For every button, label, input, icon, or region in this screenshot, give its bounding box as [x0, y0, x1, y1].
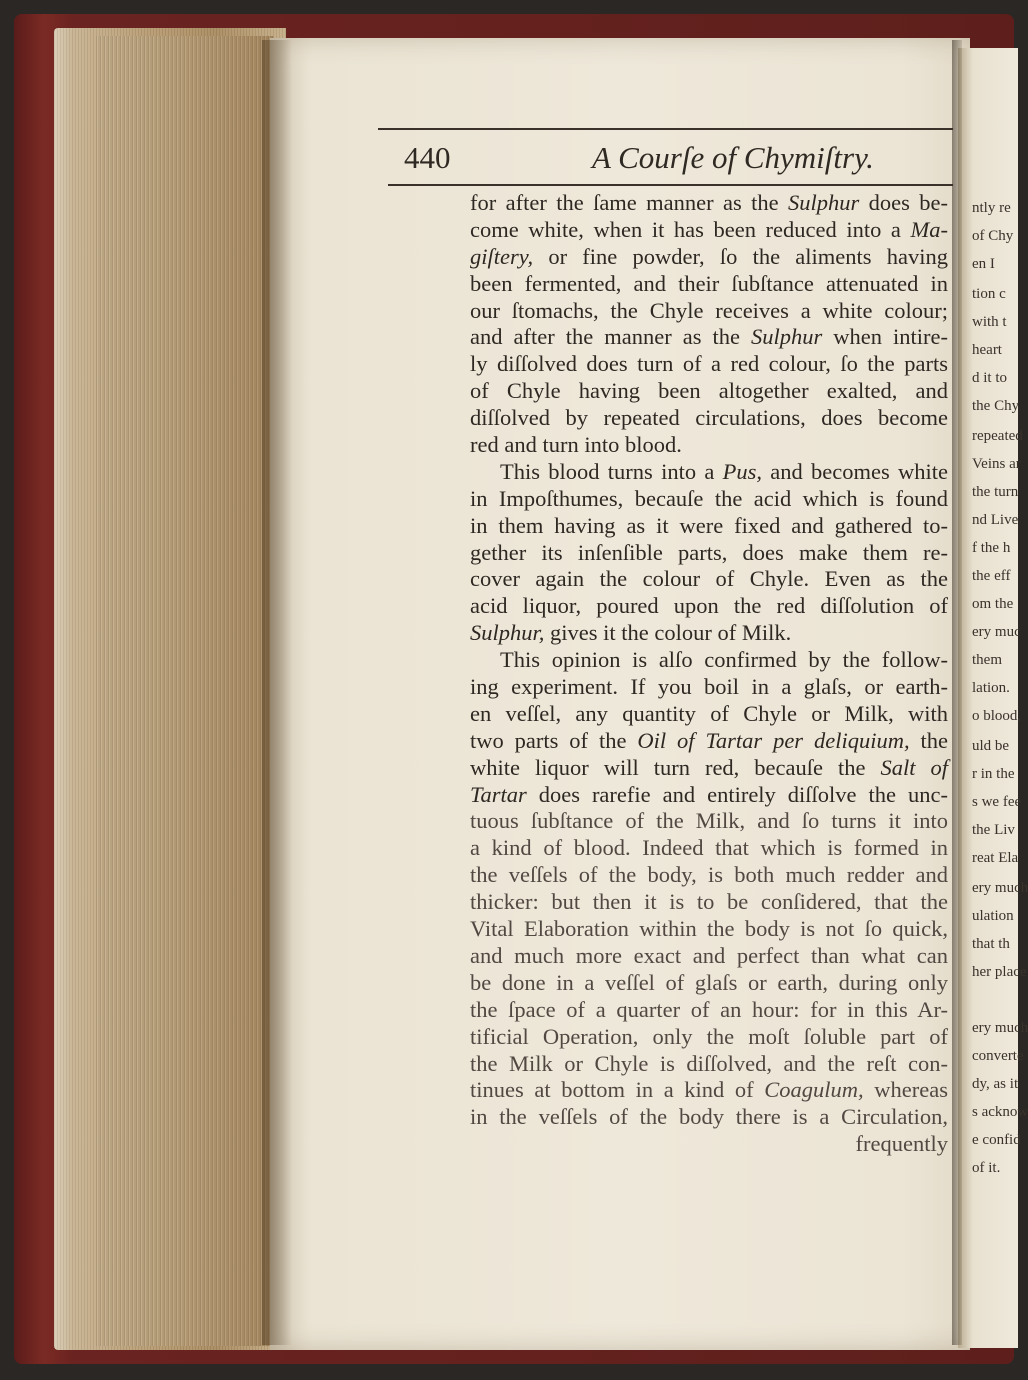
text-segment: of Chyle having been altogether exalted, and	[470, 378, 948, 404]
text-segment: whereas	[863, 1077, 948, 1103]
facing-page-line: ery muc	[972, 624, 1021, 640]
italic-text: Salt of	[880, 754, 948, 780]
text-segment: ing experiment. If you boil in a glaſs, or earth-	[470, 674, 948, 700]
text-line	[470, 459, 948, 486]
facing-page-line: the eff	[972, 568, 1011, 584]
facing-page-line: f the h	[972, 540, 1011, 556]
facing-page-line: that th	[972, 936, 1010, 952]
facing-page-line: heart	[972, 342, 1002, 358]
text-segment: ly diſſolved does turn of a red colour, ſo the parts	[470, 351, 948, 377]
facing-page-line: ulation	[972, 908, 1014, 924]
facing-page-line: converte	[972, 1048, 1024, 1064]
text-segment: and becomes white	[761, 458, 948, 484]
text-line	[470, 244, 948, 271]
text-segment: be done in a veſſel of glaſs or earth, during only	[470, 969, 948, 995]
spine-shadow	[262, 40, 292, 1345]
text-line	[470, 513, 948, 540]
facing-page-line: repeated	[972, 428, 1023, 444]
text-line	[470, 1131, 948, 1158]
facing-page-line: dy, as it	[972, 1076, 1019, 1092]
text-segment: tinues at bottom in a kind of	[470, 1077, 765, 1103]
text-line	[470, 943, 948, 970]
text-line	[470, 997, 948, 1024]
text-line	[470, 593, 948, 620]
text-segment: in them having as it were fixed and gathered to-	[470, 512, 948, 538]
text-line	[470, 674, 948, 701]
facing-page-line: e confid	[972, 1132, 1021, 1148]
text-segment: gether its inſenſible parts, does make them re-	[470, 539, 948, 565]
text-segment: and after the manner as the	[470, 324, 751, 350]
facing-page-line: lation.	[972, 680, 1010, 696]
text-line	[470, 378, 948, 405]
facing-page-line: her place	[972, 964, 1027, 980]
text-line	[470, 540, 948, 567]
text-segment: a kind of blood. Indeed that which is formed in	[470, 835, 948, 861]
facing-page-line: ntly re	[972, 200, 1011, 216]
facing-page-line: Veins ar	[972, 456, 1021, 472]
header-rule-top	[378, 128, 953, 130]
text-segment: acid liquor, poured upon the red diſſolution of	[470, 593, 948, 619]
text-segment: been fermented, and their ſubſtance attenuated in	[470, 270, 948, 296]
text-segment: for after the ſame manner as the	[470, 190, 788, 215]
text-line	[470, 324, 948, 351]
italic-text: Sulphur,	[470, 620, 545, 646]
text-line	[470, 647, 948, 674]
running-title: A Courſe of Chymiſtry.	[592, 140, 874, 175]
text-line	[470, 405, 948, 432]
italic-text: Sulphur	[750, 324, 823, 350]
facing-page-line: the Liv	[972, 822, 1015, 838]
facing-page-line: ery much	[972, 880, 1028, 896]
text-segment: red and turn into blood.	[470, 432, 682, 458]
text-segment: diſſolved by repeated circulations, does become	[470, 405, 948, 431]
text-line	[470, 782, 948, 809]
text-segment: the	[909, 727, 948, 753]
facing-page	[958, 48, 1028, 1348]
text-line	[470, 566, 948, 593]
facing-page-line: o blood,	[972, 708, 1022, 724]
text-segment: when intire-	[822, 324, 948, 350]
text-line	[470, 432, 948, 459]
text-segment: two parts of the	[470, 727, 638, 753]
facing-page-line: reat Ela	[972, 850, 1019, 866]
italic-text: giſtery,	[470, 243, 534, 269]
text-segment: the veſſels of the body, is both much redder and	[470, 862, 948, 888]
text-segment: the Milk or Chyle is diſſolved, and the reſt con-	[470, 1050, 948, 1076]
text-segment: tuous ſubſtance of the Milk, and ſo turns it into	[470, 808, 948, 834]
text-line	[470, 755, 948, 782]
italic-text: Coagulum,	[764, 1077, 864, 1103]
text-segment: in Impoſthumes, becauſe the acid which is found	[470, 485, 948, 511]
text-segment: This blood turns into a	[500, 458, 723, 484]
text-segment: tificial Operation, only the moſt ſoluble part of	[470, 1023, 948, 1049]
text-line	[470, 808, 948, 835]
text-segment: does be-	[859, 190, 948, 215]
text-segment: come white, when it has been reduced into a	[470, 216, 911, 242]
text-line	[470, 1077, 948, 1104]
text-segment: or fine powder, ſo the aliments having	[533, 243, 948, 269]
text-segment: thicker: but then it is to be conſidered, that the	[470, 889, 948, 915]
facing-page-line: tion c	[972, 286, 1006, 302]
facing-page-line: en I	[972, 256, 995, 272]
text-segment: en veſſel, any quantity of Chyle or Milk, with	[470, 700, 948, 726]
text-segment: the ſpace of a quarter of an hour: for in this Ar-	[470, 996, 948, 1022]
facing-page-line: d it to	[972, 370, 1008, 386]
facing-page-line: uld be	[972, 738, 1010, 754]
text-line	[470, 351, 948, 378]
text-line	[470, 889, 948, 916]
text-line	[470, 620, 948, 647]
facing-page-line: r in the	[972, 766, 1015, 782]
text-segment: in the veſſels of the body there is a Circulation,	[470, 1104, 948, 1130]
facing-page-line: ery much	[972, 1020, 1028, 1036]
text-segment: Vital Elaboration within the body is not ſo quick,	[470, 916, 948, 942]
facing-page-line: nd Live	[972, 512, 1019, 528]
text-line	[470, 1024, 948, 1051]
text-segment: cover again the colour of Chyle. Even as the	[470, 566, 948, 592]
italic-text: Tartar	[470, 781, 527, 807]
text-segment: white liquor will turn red, becauſe the	[470, 754, 881, 780]
text-line	[470, 701, 948, 728]
italic-text: Pus,	[722, 458, 762, 484]
text-line	[470, 728, 948, 755]
page-edges-stack	[96, 36, 274, 1346]
text-line	[470, 190, 948, 217]
text-segment: This opinion is alſo confirmed by the follow-	[500, 647, 948, 673]
text-line	[470, 217, 948, 244]
italic-text: Ma-	[910, 216, 948, 242]
page-number: 440	[404, 140, 451, 175]
text-line	[470, 271, 948, 298]
text-line	[470, 970, 948, 997]
text-line	[470, 1104, 948, 1131]
text-segment: does rarefie and entirely diſſolve the unc-	[526, 781, 948, 807]
text-line	[470, 298, 948, 325]
text-segment: gives it the colour of Milk.	[544, 620, 792, 646]
text-line	[470, 486, 948, 513]
text-line	[470, 862, 948, 889]
facing-page-line: s acknow	[972, 1104, 1028, 1120]
italic-text: Sulphur	[788, 190, 860, 215]
facing-page-line: of it.	[972, 1160, 1001, 1176]
italic-text: Oil of Tartar per deliquium,	[637, 727, 910, 753]
facing-page-line: them	[972, 652, 1002, 668]
text-segment: and much more exact and perfect than what can	[470, 942, 948, 968]
header-rule-bottom	[388, 184, 953, 186]
text-line	[470, 835, 948, 862]
facing-page-line: the turn	[972, 484, 1019, 500]
text-line	[470, 916, 948, 943]
facing-page-line: s we fee	[972, 794, 1022, 810]
body-text	[470, 190, 948, 1158]
facing-page-line: om the	[972, 596, 1014, 612]
facing-page-line: of Chy	[972, 228, 1014, 244]
text-line	[470, 1051, 948, 1078]
facing-page-line: the Chy	[972, 398, 1020, 414]
text-segment: our ſtomachs, the Chyle receives a white colour;	[470, 297, 948, 323]
text-segment: frequently	[855, 1131, 948, 1157]
facing-page-line: with t	[972, 314, 1007, 330]
gutter-shadow	[952, 40, 962, 1345]
